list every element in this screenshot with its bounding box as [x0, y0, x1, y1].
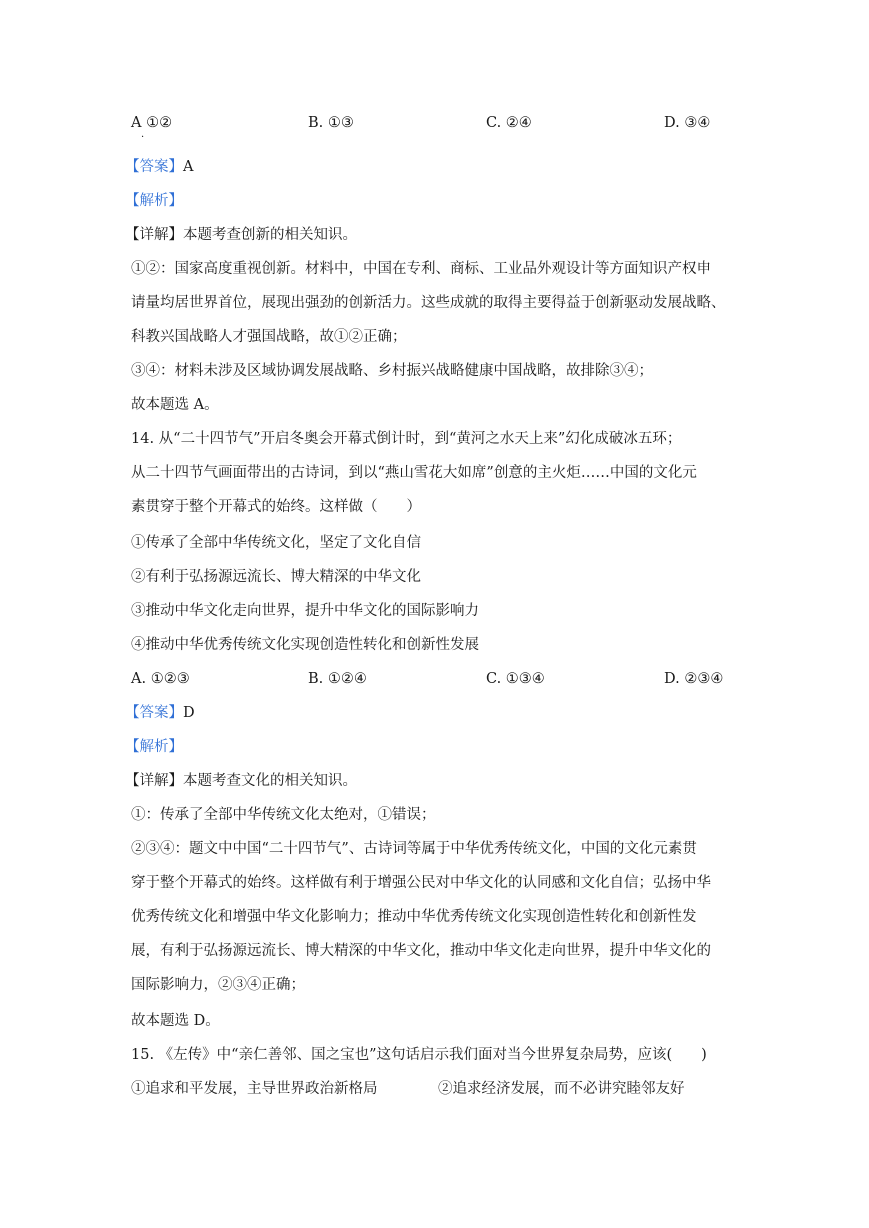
- q14-explanation-line: ①：传承了全部中华传统文化太绝对，①错误；: [131, 807, 436, 823]
- q13-analysis: [125, 191, 183, 211]
- detail-text: 本题考查创新的相关知识。: [183, 227, 357, 243]
- q13-option-a: A ①②: [131, 115, 173, 131]
- answer-value: D: [183, 705, 195, 721]
- q13-option-c: C. ②④: [486, 115, 532, 131]
- option-marker-dot: ·: [141, 132, 145, 143]
- q13-explanation-line: 请量均居世界首位，展现出强劲的创新活力。这些成就的取得主要得益于创新驱动发展战略、: [131, 295, 726, 311]
- q14-option-a: A. ①②③: [131, 671, 190, 687]
- q13-option-d: D. ③④: [664, 115, 711, 131]
- q13-option-b: B. ①③: [308, 115, 354, 131]
- q14-stem-line: 14. 从“二十四节气”开启冬奥会开幕式倒计时，到“黄河之水天上来”幻化成破冰五环；: [131, 431, 682, 447]
- q15-item-2: ②追求经济发展，而不必讲究睦邻友好: [438, 1081, 685, 1097]
- q14-explanation-line: 穿于整个开幕式的始终。这样做有利于增强公民对中华文化的认同感和文化自信；弘扬中华: [131, 875, 711, 891]
- q13-answer: [125, 157, 193, 177]
- q14-option-b: B. ①②④: [308, 671, 367, 687]
- answer-tag: 【答案】: [125, 705, 183, 721]
- detail-tag: 【详解】: [125, 773, 183, 789]
- q14-answer: [125, 703, 195, 723]
- q14-detail: [125, 771, 357, 791]
- q14-item: ④推动中华优秀传统文化实现创造性转化和创新性发展: [131, 637, 479, 653]
- q13-explanation-line: 科教兴国战略人才强国战略，故①②正确；: [131, 329, 407, 345]
- q14-explanation-line: 优秀传统文化和增强中华文化影响力；推动中华优秀传统文化实现创造性转化和创新性发: [131, 909, 697, 925]
- q14-conclusion: 故本题选 D。: [131, 1013, 220, 1029]
- q14-stem-line: 从二十四节气画面带出的古诗词，到以“燕山雪花大如席”创意的主火炬……中国的文化元: [131, 465, 697, 481]
- q13-explanation-line: ③④：材料未涉及区域协调发展战略、乡村振兴战略健康中国战略，故排除③④；: [131, 363, 653, 379]
- detail-text: 本题考查文化的相关知识。: [183, 773, 357, 789]
- answer-tag: 【答案】: [125, 159, 183, 175]
- q15-item-1: ①追求和平发展，主导世界政治新格局: [131, 1081, 378, 1097]
- q14-explanation-line: 展，有利于弘扬源远流长、博大精深的中华文化，推动中华文化走向世界，提升中华文化的: [131, 943, 711, 959]
- q14-explanation-line: 国际影响力，②③④正确；: [131, 977, 305, 993]
- q14-option-d: D. ②③④: [664, 671, 724, 687]
- q14-item: ③推动中华文化走向世界，提升中华文化的国际影响力: [131, 603, 479, 619]
- q14-option-c: C. ①③④: [486, 671, 545, 687]
- q14-item: ①传承了全部中华传统文化，坚定了文化自信: [131, 535, 421, 551]
- q14-analysis: [125, 737, 183, 757]
- q13-detail: [125, 225, 357, 245]
- q14-explanation-line: ②③④：题文中中国“二十四节气”、古诗词等属于中华优秀传统文化，中国的文化元素贯: [131, 841, 697, 857]
- analysis-tag: 【解析】: [125, 739, 183, 755]
- q13-conclusion: 故本题选 A。: [131, 397, 219, 413]
- analysis-tag: 【解析】: [125, 193, 183, 209]
- answer-value: A: [183, 159, 194, 175]
- q14-item: ②有利于弘扬源远流长、博大精深的中华文化: [131, 569, 421, 585]
- q13-explanation-line: ①②：国家高度重视创新。材料中，中国在专利、商标、工业品外观设计等方面知识产权申: [131, 261, 711, 277]
- q14-stem-line: 素贯穿于整个开幕式的始终。这样做（ ）: [131, 499, 421, 515]
- detail-tag: 【详解】: [125, 227, 183, 243]
- q15-stem: 15. 《左传》中“亲仁善邻、国之宝也”这句话启示我们面对当今世界复杂局势，应该( ): [131, 1047, 707, 1063]
